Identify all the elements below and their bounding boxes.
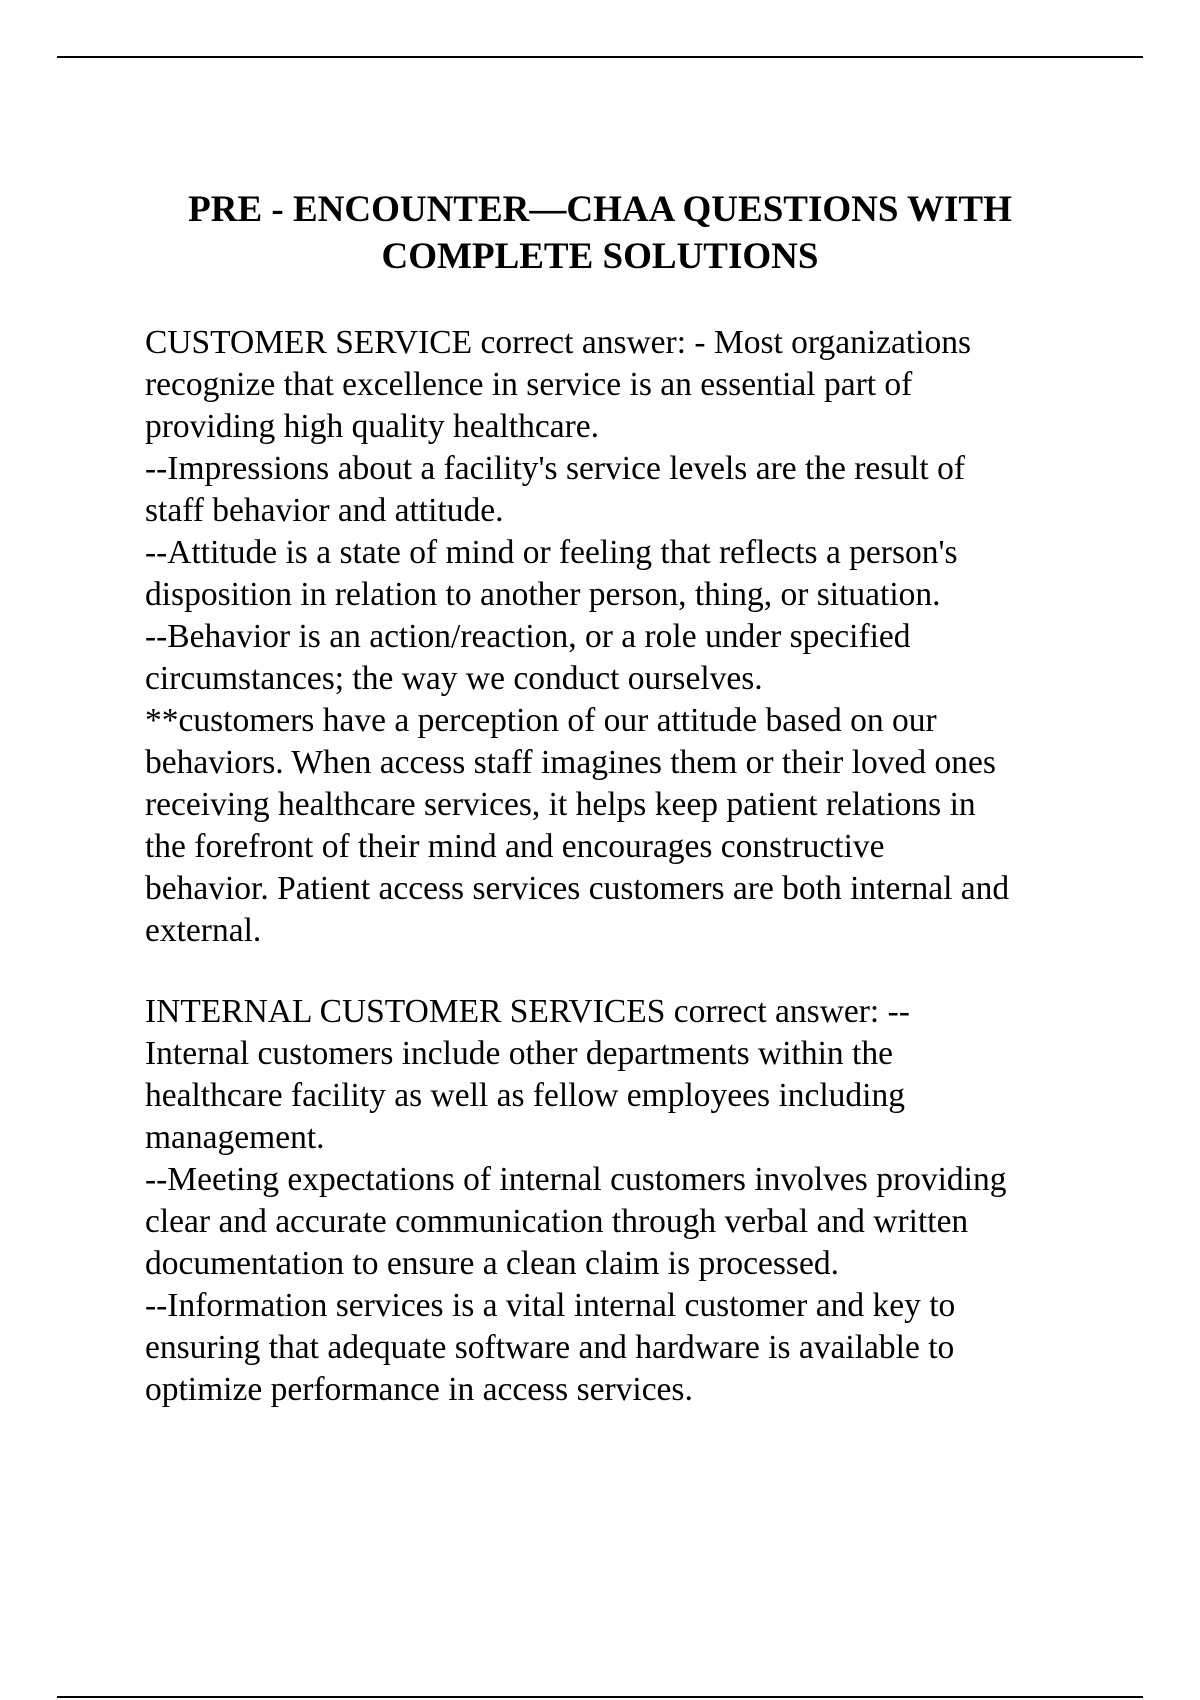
text-line: external. bbox=[145, 912, 262, 949]
text-line: --Information services is a vital internal customer and key to bbox=[145, 1287, 956, 1324]
text-line: staff behavior and attitude. bbox=[145, 492, 504, 529]
text-line: CUSTOMER SERVICE correct answer: - Most organizations bbox=[145, 324, 972, 361]
text-line: receiving healthcare services, it helps keep patient relations in bbox=[145, 786, 976, 823]
text-line: ensuring that adequate software and hardware is available to bbox=[145, 1329, 955, 1366]
top-divider bbox=[57, 56, 1143, 58]
text-line: **customers have a perception of our attitude based on our bbox=[145, 702, 937, 739]
text-line: recognize that excellence in service is an essential part of bbox=[145, 366, 913, 403]
text-line: INTERNAL CUSTOMER SERVICES correct answer: -- bbox=[145, 993, 910, 1030]
text-line: --Impressions about a facility's service levels are the result of bbox=[145, 450, 965, 487]
text-line: providing high quality healthcare. bbox=[145, 408, 599, 445]
text-line: --Meeting expectations of internal customers involves providing bbox=[145, 1161, 1007, 1198]
text-line: healthcare facility as well as fellow employees including bbox=[145, 1077, 905, 1114]
customer-service-answer bbox=[145, 322, 1095, 952]
title-line: COMPLETE SOLUTIONS bbox=[381, 236, 819, 277]
text-line: --Behavior is an action/reaction, or a role under specified bbox=[145, 618, 911, 655]
text-line: clear and accurate communication through verbal and written bbox=[145, 1203, 969, 1240]
text-line: optimize performance in access services. bbox=[145, 1371, 693, 1408]
text-line: the forefront of their mind and encourages constructive bbox=[145, 828, 885, 865]
internal-customer-services-answer bbox=[145, 991, 1095, 1411]
text-line: Internal customers include other departments within the bbox=[145, 1035, 893, 1072]
bottom-divider bbox=[57, 1696, 1143, 1698]
text-line: documentation to ensure a clean claim is processed. bbox=[145, 1245, 839, 1282]
text-line: behavior. Patient access services customers are both internal and bbox=[145, 870, 1010, 907]
text-line: disposition in relation to another person, thing, or situation. bbox=[145, 576, 941, 613]
text-line: circumstances; the way we conduct ourselves. bbox=[145, 660, 763, 697]
text-line: --Attitude is a state of mind or feeling that reflects a person's bbox=[145, 534, 958, 571]
title-line: PRE - ENCOUNTER—CHAA QUESTIONS WITH bbox=[188, 189, 1012, 230]
text-line: management. bbox=[145, 1119, 325, 1156]
document-title bbox=[145, 186, 1055, 280]
text-line: behaviors. When access staff imagines them or their loved ones bbox=[145, 744, 996, 781]
